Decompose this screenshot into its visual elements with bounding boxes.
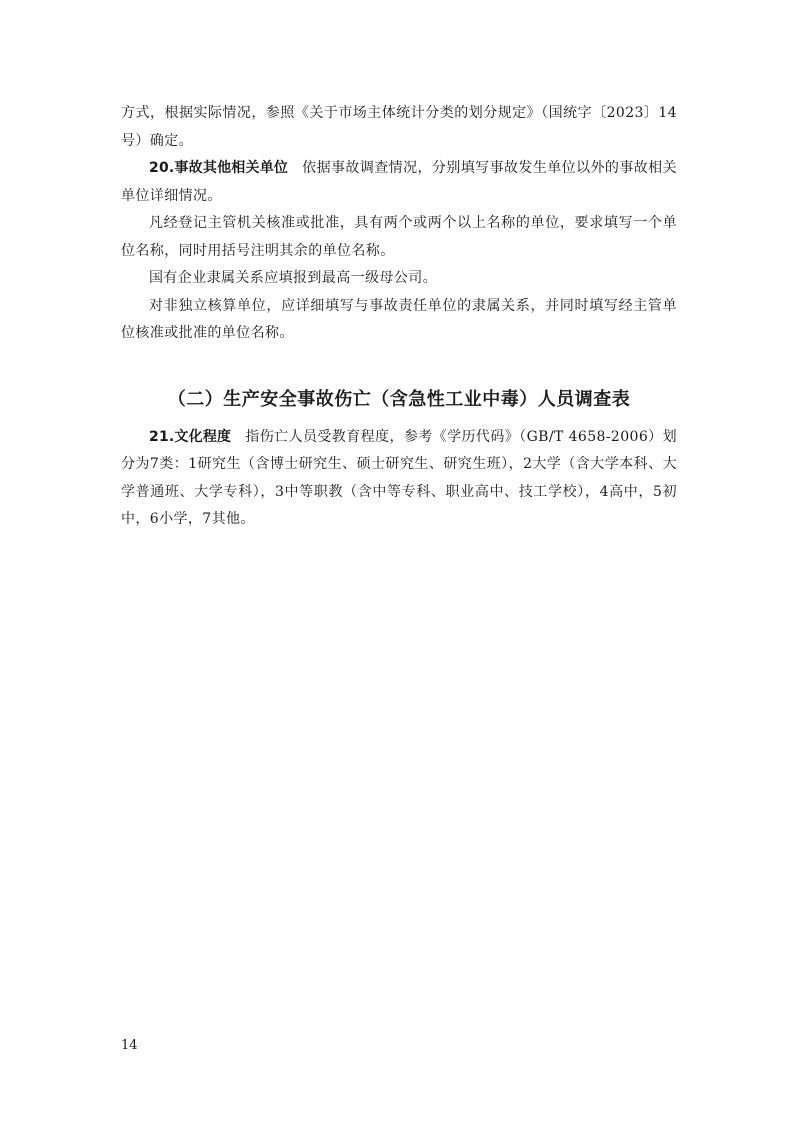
item-21-text: 指伤亡人员受教育程度，参考《学历代码》（GB/T 4658-2006）划分为7类：1研究生（含博士研究生、硕士研究生、研究生班），2大学（含大学本科、大学普通班、大学专科），3中等职教（含中等专科、职业高中、技工学校），4高中，5初中，6小学，7其他。 xyxy=(121,428,677,527)
page-content xyxy=(121,100,677,534)
paragraph-state-owned: 国有企业隶属关系应填报到最高一级母公司。 xyxy=(149,270,437,286)
paragraph-multiple-names: 凡经登记主管机关核准或批准，具有两个或两个以上名称的单位，要求填写一个单位名称，同时用括号注明其余的单位名称。 xyxy=(121,215,677,259)
item-21-term: 21.文化程度 xyxy=(149,428,232,445)
paragraph-non-independent: 对非独立核算单位，应详细填写与事故责任单位的隶属关系，并同时填写经主管单位核准或批准的单位名称。 xyxy=(121,297,677,341)
paragraph-item-20 xyxy=(121,155,677,210)
section-heading: （二）生产安全事故伤亡（含急性工业中毒）人员调查表 xyxy=(167,388,631,410)
paragraph-item-21 xyxy=(121,424,677,534)
paragraph-continuation: 方式，根据实际情况，参照《关于市场主体统计分类的划分规定》（国统字〔2023〕14号）确定。 xyxy=(121,105,677,149)
item-20-term: 20.事故其他相关单位 xyxy=(149,160,289,176)
page-number: 14 xyxy=(121,1038,138,1053)
item-20-text: 依据事故调查情况，分别填写事故发生单位以外的事故相关单位详细情况。 xyxy=(121,160,677,204)
